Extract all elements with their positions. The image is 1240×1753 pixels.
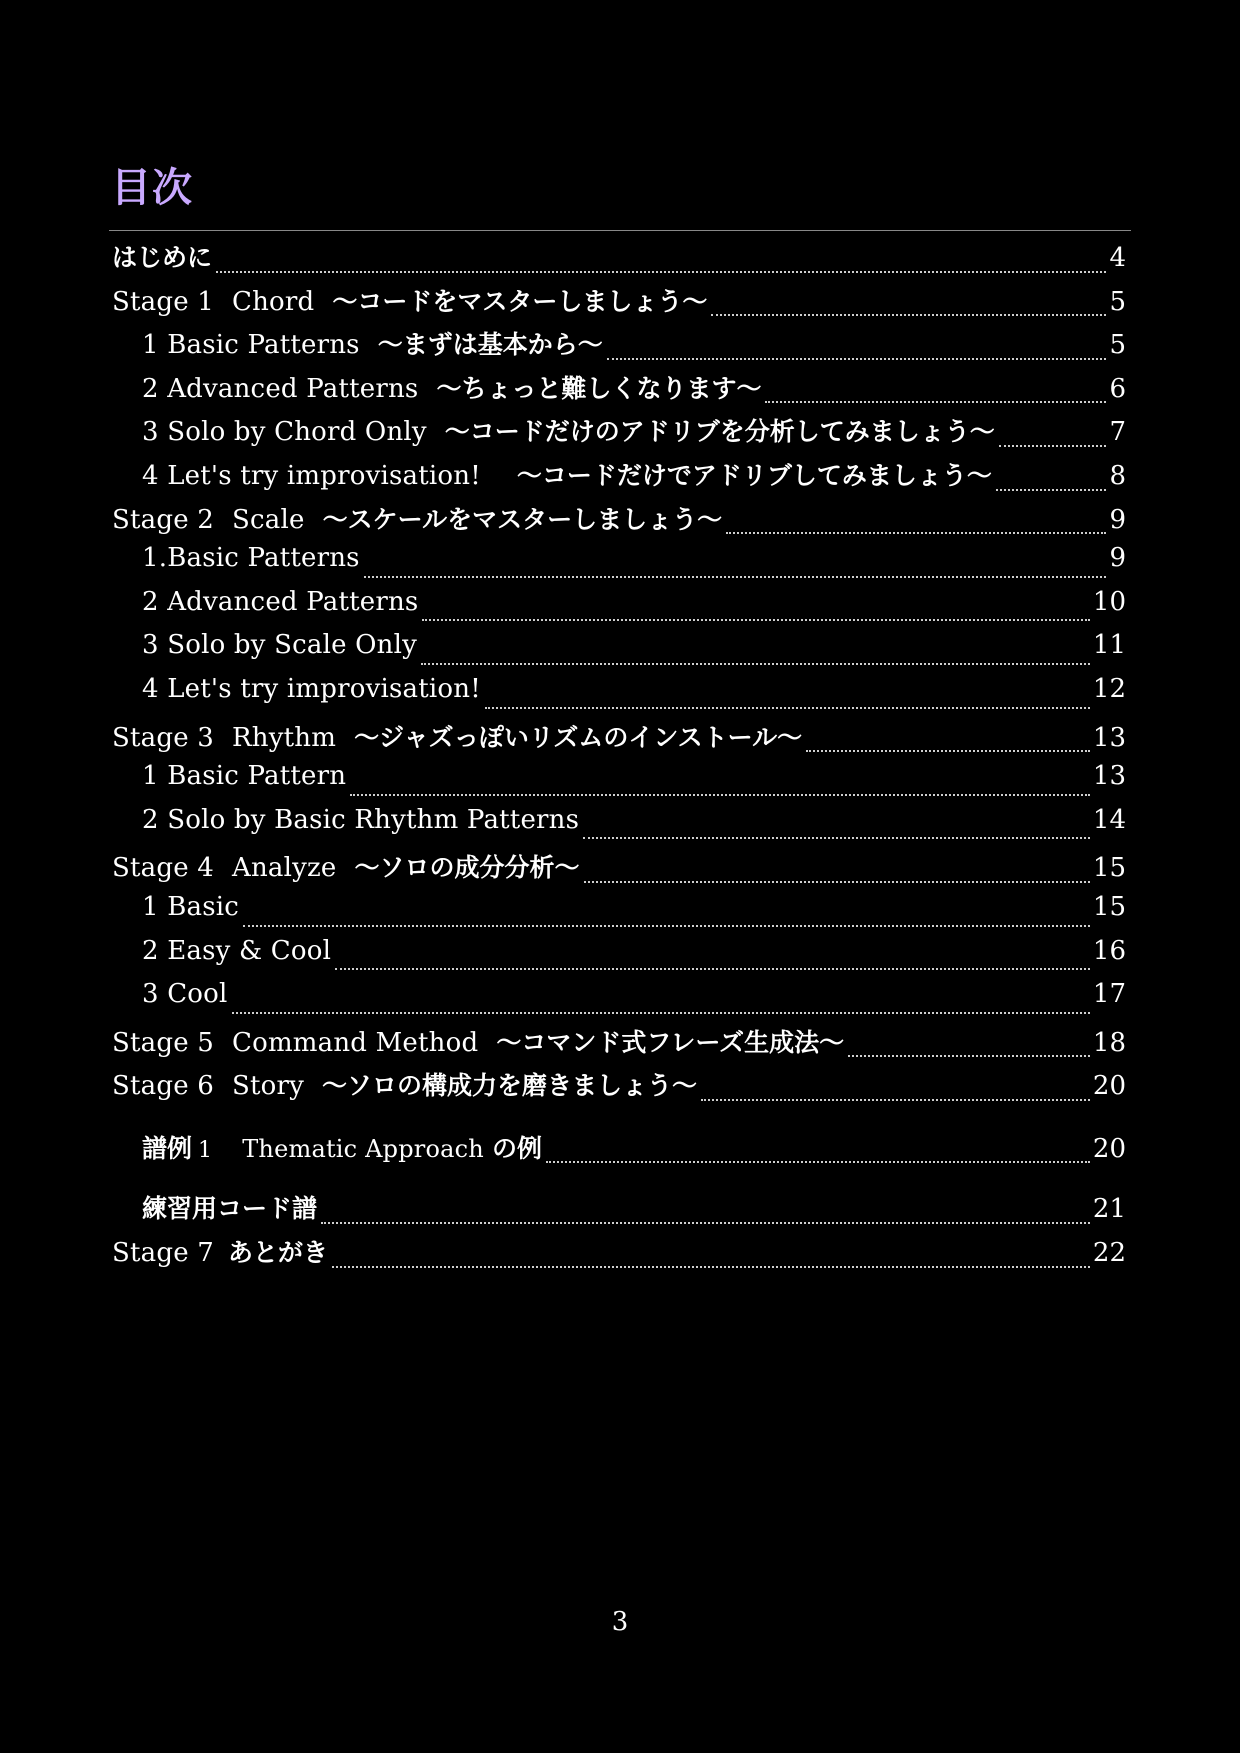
dot-leader (711, 314, 1106, 316)
toc-entry-page: 12 (1092, 673, 1126, 704)
toc-entry-example-number: 1 (198, 1137, 213, 1163)
toc-entry-label (142, 892, 239, 922)
toc-entry-page: 15 (1092, 853, 1126, 884)
toc-entry-stage-number: Stage 7 (112, 1238, 214, 1269)
toc-entry-page: 11 (1092, 630, 1126, 661)
dot-leader (583, 837, 1090, 839)
dot-leader (726, 532, 1106, 534)
toc-entry-label (112, 1233, 328, 1269)
toc-entry-title-en: Chord (232, 286, 315, 317)
footer-page-number: 3 (611, 1607, 629, 1637)
toc-entry-page: 22 (1092, 1238, 1126, 1269)
toc-entry-page: 7 (1109, 417, 1126, 448)
toc-entry-label (142, 412, 995, 448)
toc-entry-subtitle-ja: 〜コードだけでアドリブしてみましょう〜 (516, 460, 992, 490)
toc-entry-title-en: Command Method (232, 1027, 479, 1058)
toc-entry-stage-3-section-1[interactable] (112, 761, 1126, 805)
toc-entry-title-ja: 譜例 (142, 1133, 193, 1163)
toc-entry-page: 13 (1092, 761, 1126, 792)
toc-entry-page: 14 (1092, 804, 1126, 835)
toc-entry-stage-2-section-4[interactable] (112, 674, 1126, 718)
toc-entry-stage-4-section-1[interactable] (112, 892, 1126, 936)
page-title: 目次 (111, 165, 193, 211)
toc-entry-stage-4[interactable] (112, 848, 1126, 892)
dot-leader (321, 1222, 1090, 1224)
dot-leader (996, 489, 1107, 491)
toc-entry-label (142, 805, 579, 835)
toc-entry-label (112, 238, 212, 274)
toc-entry-title-en: 1 Basic Patterns (142, 330, 360, 361)
dot-leader (806, 750, 1090, 752)
toc-entry-stage-2-section-3[interactable] (112, 630, 1126, 674)
dot-leader (350, 794, 1090, 796)
toc-entry-title-ja: あとがき (228, 1238, 329, 1268)
toc-entry-title-en: 2 Advanced Patterns (142, 373, 419, 404)
dot-leader (848, 1055, 1090, 1057)
toc-entry-label (142, 1129, 542, 1165)
toc-entry-subtitle-ja: 〜ちょっと難しくなります〜 (436, 373, 762, 403)
toc-entry-page: 6 (1109, 373, 1126, 404)
toc-entry-page: 5 (1109, 330, 1126, 361)
toc-entry-title-en: 2 Solo by Basic Rhythm Patterns (142, 804, 580, 835)
toc-entry-title-en: 1 Basic (142, 891, 240, 922)
dot-leader (216, 271, 1106, 273)
toc-entry-label (142, 761, 346, 791)
toc-entry-stage-2-section-1[interactable] (112, 543, 1126, 587)
toc-entry-page: 9 (1109, 504, 1126, 535)
toc-entry-introduction[interactable] (112, 238, 1126, 282)
dot-leader (243, 925, 1090, 927)
toc-entry-title-en: 4 Let's try improvisation! (142, 460, 481, 491)
toc-entry-page: 5 (1109, 286, 1126, 317)
dot-leader (546, 1161, 1090, 1163)
toc-entry-label (142, 1189, 317, 1225)
dot-leader (607, 358, 1107, 360)
toc-entry-page: 17 (1092, 979, 1126, 1010)
toc-entry-label (142, 979, 228, 1009)
toc-entry-title-ja: 練習用コード譜 (142, 1194, 318, 1224)
toc-entry-score-example-1[interactable] (112, 1129, 1126, 1173)
toc-entry-label (142, 587, 418, 617)
toc-entry-page: 20 (1092, 1071, 1126, 1102)
toc-entry-label (142, 543, 360, 573)
toc-entry-title-en: Thematic Approach (242, 1134, 484, 1163)
toc-entry-stage-number: Stage 5 (112, 1027, 214, 1058)
toc-entry-label (112, 500, 722, 536)
dot-leader (584, 881, 1090, 883)
toc-entry-stage-number: Stage 2 (112, 504, 214, 535)
toc-entry-page: 20 (1092, 1133, 1126, 1164)
dot-leader (421, 663, 1090, 665)
toc-entry-label (142, 369, 761, 405)
title-divider (109, 230, 1131, 231)
toc-entry-label (142, 630, 417, 660)
toc-entry-title-ja: はじめに (112, 243, 213, 272)
toc-entry-label (112, 718, 802, 754)
dot-leader (332, 1266, 1090, 1268)
toc-entry-label (142, 936, 331, 966)
dot-leader (364, 576, 1107, 578)
dot-leader (765, 401, 1106, 403)
toc-entry-title-en: 2 Advanced Patterns (142, 586, 419, 617)
dot-leader (701, 1099, 1090, 1101)
toc-entry-subtitle-ja: 〜まずは基本から〜 (377, 330, 603, 360)
toc-entry-title-en: Scale (232, 504, 305, 535)
toc-entry-stage-1-section-4[interactable] (112, 456, 1126, 500)
toc-entry-stage-5[interactable] (112, 1023, 1126, 1067)
dot-leader (485, 707, 1090, 709)
dot-leader (335, 968, 1090, 970)
toc-entry-label (112, 1023, 844, 1059)
toc-entry-title-en: Rhythm (232, 722, 337, 753)
toc-entry-label (112, 848, 580, 884)
toc-entry-subtitle-ja: 〜コードだけのアドリブを分析してみましょう〜 (444, 417, 995, 447)
toc-entry-page: 10 (1092, 586, 1126, 617)
toc-entry-title-en: 3 Solo by Chord Only (142, 417, 427, 448)
toc-entry-stage-2[interactable] (112, 500, 1126, 544)
toc-entry-title-en: 4 Let's try improvisation! (142, 673, 481, 704)
toc-entry-page: 9 (1109, 543, 1126, 574)
toc-entry-title-en: 2 Easy & Cool (142, 935, 332, 966)
toc-entry-practice-chord-chart[interactable] (112, 1189, 1126, 1233)
toc-entry-title-en: 3 Cool (142, 979, 228, 1010)
dot-leader (422, 619, 1089, 621)
toc-entry-subtitle-ja: 〜コマンド式フレーズ生成法〜 (496, 1027, 845, 1057)
toc-entry-subtitle-ja: 〜コードをマスターしましょう〜 (332, 286, 708, 316)
toc-entry-title-en: 1 Basic Pattern (142, 761, 347, 792)
toc-entry-label (142, 456, 992, 492)
toc-entry-label (112, 282, 707, 318)
toc-entry-page: 4 (1109, 243, 1126, 273)
toc-entry-stage-number: Stage 1 (112, 286, 214, 317)
toc-entry-stage-1-section-2[interactable] (112, 369, 1126, 413)
toc-entry-page: 13 (1092, 722, 1126, 753)
toc-entry-stage-number: Stage 3 (112, 722, 214, 753)
toc-entry-stage-3-section-2[interactable] (112, 805, 1126, 849)
toc-entry-stage-7[interactable] (112, 1233, 1126, 1277)
toc-entry-stage-number: Stage 6 (112, 1071, 214, 1102)
dot-leader (232, 1012, 1090, 1014)
table-of-contents (112, 238, 1126, 1277)
toc-entry-subtitle-ja: 〜ソロの構成力を磨きましょう〜 (322, 1071, 698, 1101)
toc-entry-title-ja-suffix: の例 (491, 1133, 542, 1163)
toc-entry-stage-2-section-2[interactable] (112, 587, 1126, 631)
toc-entry-page: 16 (1092, 935, 1126, 966)
toc-entry-page: 18 (1092, 1027, 1126, 1058)
toc-entry-page: 21 (1092, 1194, 1126, 1225)
toc-entry-stage-1[interactable] (112, 282, 1126, 326)
toc-entry-stage-1-section-1[interactable] (112, 325, 1126, 369)
toc-entry-title-en: Analyze (232, 853, 337, 884)
dot-leader (999, 445, 1107, 447)
toc-entry-title-en: Story (232, 1071, 305, 1102)
toc-entry-title-en: 1.Basic Patterns (142, 543, 360, 574)
toc-entry-label (142, 674, 481, 704)
toc-entry-stage-1-section-3[interactable] (112, 412, 1126, 456)
toc-entry-subtitle-ja: 〜ソロの成分分析〜 (354, 853, 580, 883)
toc-entry-subtitle-ja: 〜スケールをマスターしましょう〜 (322, 504, 723, 534)
toc-entry-stage-3[interactable] (112, 718, 1126, 762)
toc-entry-page: 8 (1109, 460, 1126, 491)
toc-entry-title-en: 3 Solo by Scale Only (142, 630, 418, 661)
toc-entry-page: 15 (1092, 891, 1126, 922)
toc-entry-label (142, 325, 603, 361)
toc-entry-stage-4-section-3[interactable] (112, 979, 1126, 1023)
toc-entry-stage-number: Stage 4 (112, 853, 214, 884)
toc-entry-label (112, 1066, 697, 1102)
toc-entry-stage-4-section-2[interactable] (112, 936, 1126, 980)
toc-entry-subtitle-ja: 〜ジャズっぽいリズムのインストール〜 (354, 722, 803, 752)
toc-entry-stage-6[interactable] (112, 1066, 1126, 1110)
